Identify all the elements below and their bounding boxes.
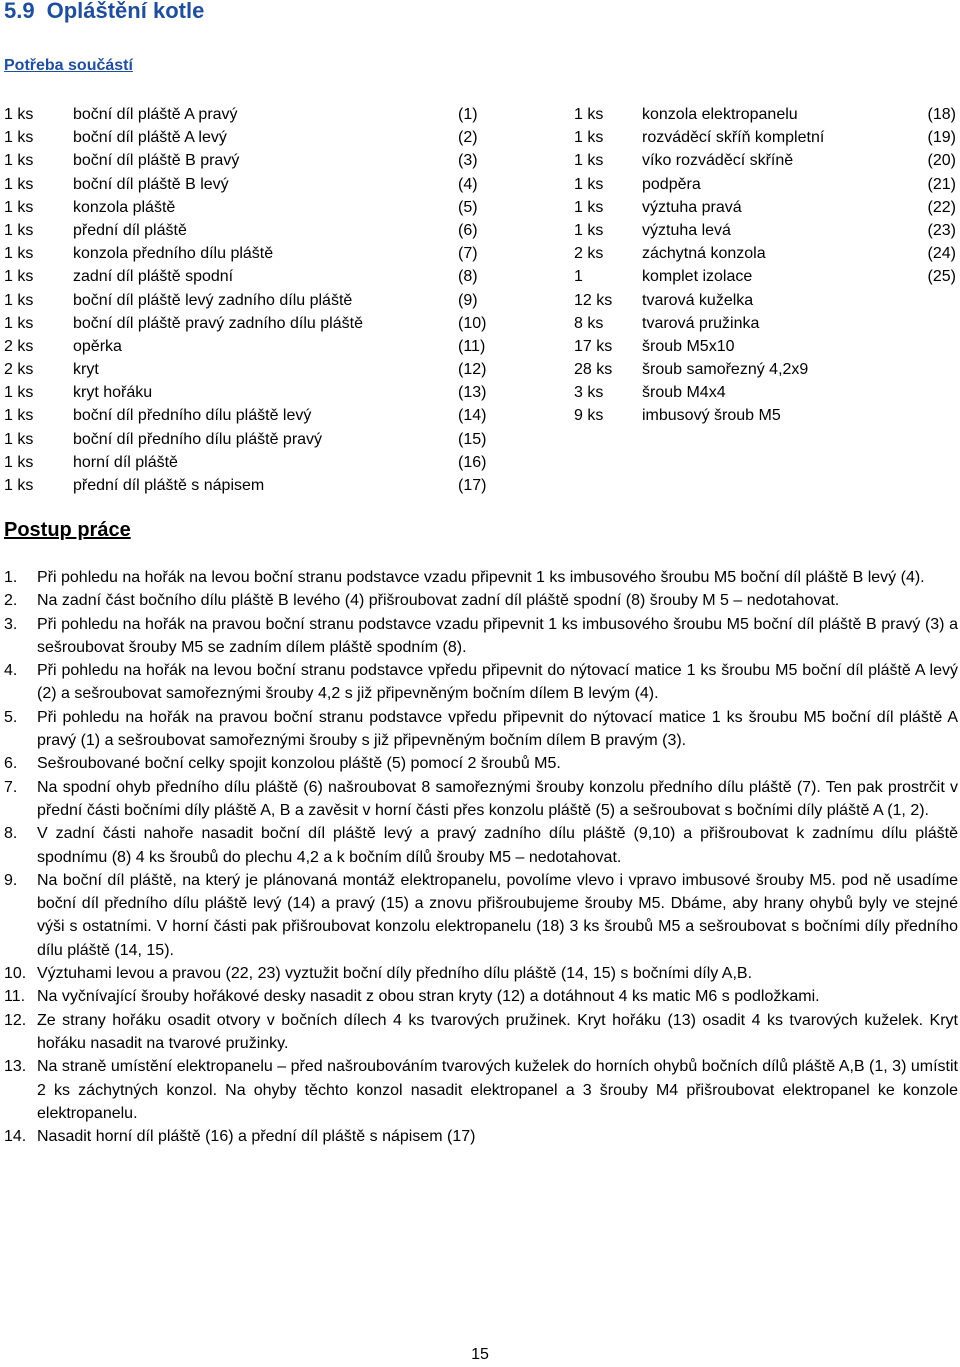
step-text: Na boční díl pláště, na který je plánovaná montáž elektropanelu, povolíme vlevo i vpravo imbusové šrouby M5. pod ně usadíme boční díl předního dílu pláště levý (14) a pravý (15) a znovu přišroubujeme šrouby M5. Dbáme, aby hrany ohybů byly ve stejné výši s ostatními. V horní části pak přišroubovat konzolu elektropanelu (18) 3 ks šroubů M5 a sešroubovat s bočními díly předního dílu pláště (14, 15). [37,871,958,959]
part-name: kryt [73,361,99,379]
part-row [4,196,494,219]
part-row [574,404,956,427]
step-number: 4. [4,662,18,680]
part-quantity: 1 ks [4,245,34,263]
part-reference: (22) [927,198,956,216]
procedure-step [4,962,958,985]
part-reference: (9) [458,291,478,309]
part-reference: (18) [927,106,956,123]
part-reference: (8) [458,268,478,286]
part-row [4,451,494,474]
procedure-step [4,1055,958,1125]
part-row [4,126,494,149]
step-text: Na zadní část bočního dílu pláště B levého (4) přišroubovat zadní díl pláště spodní (8) šrouby M 5 – nedotahovat. [37,592,840,610]
part-quantity: 1 ks [574,152,604,170]
part-reference: (13) [458,384,487,402]
step-number: 5. [4,708,18,726]
part-quantity: 1 ks [4,314,34,332]
part-row [574,196,956,219]
part-quantity: 28 ks [574,361,613,379]
part-reference: (4) [458,175,478,193]
part-row [4,149,494,172]
part-name: boční díl předního dílu pláště levý [73,407,312,425]
part-name: zadní díl pláště spodní [73,268,234,286]
part-quantity: 17 ks [574,337,613,355]
part-row [4,289,494,312]
part-row [574,103,956,126]
part-row [4,474,494,497]
part-reference: (7) [458,245,478,263]
part-reference: (5) [458,198,478,216]
part-reference: (11) [458,337,486,355]
step-number: 9. [4,871,18,889]
part-quantity: 1 ks [4,477,34,494]
part-quantity: 1 ks [4,221,34,239]
part-reference: (25) [927,268,956,286]
part-quantity: 1 ks [4,384,34,402]
part-quantity: 1 ks [4,106,34,123]
part-name: komplet izolace [642,268,753,286]
procedure-step [4,566,958,589]
part-reference: (24) [927,245,956,263]
part-row [4,335,494,358]
part-row [574,358,956,381]
part-name: boční díl pláště A pravý [73,106,238,123]
step-number: 1. [4,569,18,586]
procedure-step [4,985,958,1008]
part-row [4,312,494,335]
step-number: 7. [4,778,18,796]
part-row [574,289,956,312]
procedure-heading: Postup práce [4,519,131,541]
part-name: horní díl pláště [73,453,178,471]
part-name: boční díl pláště pravý zadního dílu pláště [73,314,363,332]
step-text: Sešroubované boční celky spojit konzolou pláště (5) pomocí 2 šroubů M5. [37,755,561,773]
part-quantity: 1 [574,268,583,286]
part-quantity: 1 ks [4,152,34,170]
part-quantity: 1 ks [574,198,604,216]
part-row [4,219,494,242]
part-name: šroub samořezný 4,2x9 [642,361,809,379]
procedure-step [4,706,958,753]
part-quantity: 1 ks [4,268,34,286]
step-number: 13. [4,1058,27,1076]
part-reference: (14) [458,407,487,425]
part-row [4,381,494,404]
part-row [4,103,494,126]
parts-needed-heading: Potřeba součástí [4,57,133,74]
part-reference: (20) [927,152,956,170]
procedure-step [4,613,958,660]
part-row [574,381,956,404]
part-name: záchytná konzola [642,245,766,263]
part-reference: (2) [458,129,478,147]
part-name: šroub M4x4 [642,384,726,402]
step-number: 3. [4,615,18,633]
part-name: boční díl pláště B pravý [73,152,240,170]
part-quantity: 1 ks [574,221,604,239]
part-quantity: 1 ks [4,198,34,216]
part-name: boční díl pláště B levý [73,175,229,193]
parts-list-right [574,103,956,428]
step-number: 14. [4,1128,27,1146]
part-row [574,173,956,196]
part-reference: (3) [458,152,478,170]
part-row [574,242,956,265]
step-number: 6. [4,755,18,773]
part-row [4,404,494,427]
part-quantity: 2 ks [4,361,34,379]
part-row [4,173,494,196]
procedure-step [4,1125,958,1148]
part-reference: (6) [458,221,478,239]
step-text: Na straně umístění elektropanelu – před našroubováním tvarových kuželek do horních ohybů bočních dílů pláště A,B (1, 3) umístit 2 ks záchytných konzol. Na ohyby těchto konzol nasadit elektropanel a 3 šrouby M4 přišroubovat elektropanel ke konzole elektropanelu. [37,1058,958,1122]
part-row [574,126,956,149]
step-number: 12. [4,1011,27,1029]
step-text: V zadní části nahoře nasadit boční díl pláště levý a pravý zadního dílu pláště (9,10) a přišroubovat k zadnímu dílu pláště spodnímu (8) 4 ks šroubů do plechu 4,2 a k bočním dílů šrouby M5 – nedotahovat. [37,825,958,866]
page-number: 15 [471,1346,489,1363]
step-text: Na vyčnívající šrouby hořákové desky nasadit z obou stran kryty (12) a dotáhnout 4 ks matic M6 s podložkami. [37,988,820,1006]
part-reference: (23) [927,221,956,239]
part-name: tvarová kuželka [642,291,754,309]
part-name: podpěra [642,175,701,193]
part-row [4,265,494,288]
part-reference: (1) [458,106,478,123]
procedure-step [4,1009,958,1056]
step-text: Výztuhami levou a pravou (22, 23) vyztužit boční díly předního dílu pláště (14, 15) s bočními díly A,B. [37,965,753,983]
part-name: přední díl pláště s nápisem [73,477,265,494]
part-name: boční díl předního dílu pláště pravý [73,430,323,448]
part-quantity: 1 ks [574,129,604,147]
step-number: 10. [4,965,27,983]
part-name: konzola elektropanelu [642,106,798,123]
procedure-step [4,822,958,869]
part-quantity: 9 ks [574,407,604,425]
part-reference: (15) [458,430,487,448]
step-text: Ze strany hořáku osadit otvory v bočních dílech 4 ks tvarových pružinek. Kryt hořáku (13) osadit 4 ks tvarových kuželek. Kryt hořáku nasadit na tvarové pružinky. [37,1011,958,1052]
part-row [574,265,956,288]
step-text: Při pohledu na hořák na pravou boční stranu podstavce vzadu připevnit 1 ks imbusového šroubu M5 boční díl pláště B pravý (3) a sešroubovat šrouby M5 se zadním dílem pláště spodním (8). [37,615,958,656]
part-reference: (21) [927,175,956,193]
part-row [4,428,494,451]
part-row [574,335,956,358]
part-quantity: 1 ks [4,175,34,193]
procedure-step [4,659,958,706]
part-row [574,149,956,172]
part-quantity: 1 ks [574,106,604,123]
part-name: konzola pláště [73,198,176,216]
part-quantity: 12 ks [574,291,613,309]
part-row [574,312,956,335]
procedure-step [4,752,958,775]
section-title-text: Opláštění kotle [46,0,205,23]
part-name: konzola předního dílu pláště [73,245,274,263]
part-row [4,358,494,381]
section-title [4,0,204,24]
procedure-step [4,869,958,962]
procedure-step [4,776,958,823]
part-name: přední díl pláště [73,221,187,239]
part-name: boční díl pláště levý zadního dílu pláště [73,291,353,309]
section-number: 5.9 [4,0,35,23]
part-name: výztuha levá [642,221,731,239]
part-name: šroub M5x10 [642,337,735,355]
step-text: Při pohledu na hořák na levou boční stranu podstavce vzadu připevnit 1 ks imbusového šroubu M5 boční díl pláště B levý (4). [37,569,925,586]
part-reference: (19) [927,129,956,147]
part-quantity: 1 ks [4,430,34,448]
part-quantity: 1 ks [4,129,34,147]
part-reference: (16) [458,453,487,471]
step-text: Při pohledu na hořák na pravou boční stranu podstavce vpředu připevnit do nýtovací matice 1 ks šroubu M5 boční díl pláště A pravý (1) a sešroubovat samořeznými šrouby s již připevněným bočním dílem B pravým (3). [37,708,958,750]
part-row [4,242,494,265]
procedure-steps [4,566,958,1148]
part-name: opěrka [73,337,122,355]
part-row [574,219,956,242]
part-quantity: 1 ks [4,453,34,471]
part-name: imbusový šroub M5 [642,407,781,425]
step-text: Na spodní ohyb předního dílu pláště (6) našroubovat 8 samořeznými šrouby konzolu předního dílu pláště (7). Ten pak prostrčit v přední části bočními díly pláště A, B a zavěsit v horní části přes konzolu pláště (5) a sešroubovat s bočními díly pláště A (1, 2). [37,778,958,819]
part-name: výztuha pravá [642,198,742,216]
step-text: Při pohledu na hořák na levou boční stranu podstavce vpředu připevnit do nýtovací matice 1 ks šroubu M5 boční díl pláště A levý (2) a sešroubovat samořeznými šrouby 4,2 s již připevněným bočním dílem B levým (4). [37,662,958,703]
part-quantity: 8 ks [574,314,604,332]
parts-list-left [4,103,494,497]
part-quantity: 1 ks [4,407,34,425]
part-quantity: 1 ks [4,291,34,309]
part-quantity: 2 ks [4,337,34,355]
part-name: tvarová pružinka [642,314,760,332]
step-number: 2. [4,592,18,610]
step-text: Nasadit horní díl pláště (16) a přední díl pláště s nápisem (17) [37,1128,476,1146]
part-name: boční díl pláště A levý [73,129,227,147]
part-name: rozváděcí skříň kompletní [642,129,825,147]
part-reference: (17) [458,477,487,494]
part-quantity: 1 ks [574,175,604,193]
part-quantity: 3 ks [574,384,604,402]
step-number: 11. [4,988,26,1006]
procedure-step [4,589,958,612]
part-quantity: 2 ks [574,245,604,263]
part-name: kryt hořáku [73,384,153,402]
part-name: víko rozváděcí skříně [642,152,794,170]
part-reference: (10) [458,314,487,332]
part-reference: (12) [458,361,487,379]
step-number: 8. [4,825,18,843]
